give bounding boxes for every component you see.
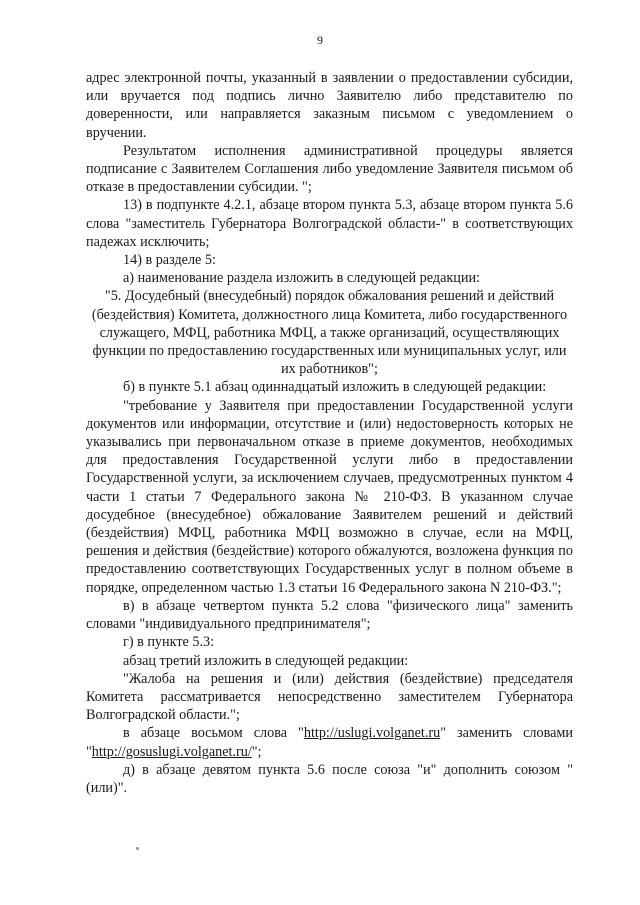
url-replacement-text-after: "; (251, 743, 262, 760)
paragraph-complaint-quote: "Жалоба на решения и (или) действия (бездействие) председателя Комитета рассматривается непосредственно заместителем Губернатора Волгоградской области."; (86, 670, 573, 724)
uslugi-volganet-link[interactable]: http://uslugi.volganet.ru (303, 725, 441, 742)
paragraph-item-14: 14) в разделе 5: (123, 252, 216, 269)
section-5-title-quote: "5. Досудебный (внесудебный) порядок обжалования решений и действий (бездействия) Комитета, должностного лица Комитета, либо государственного служащего, МФЦ, работника МФЦ, а также организаций, осуществляющих функции по предоставлению государственных или муниципальных услуг, или их работников"; (91, 288, 568, 378)
paragraph-requirement-quote: "требование у Заявителя при предоставлении Государственной услуги документов или информации, отсутствие и (или) недостоверность которых не указывались при первоначальном отказе в приеме документов, необходимых для предоставления Государственной услуги либо в предоставлении Государственной услуги, за исключением случаев, предусмотренных пунктом 4 части 1 статьи 7 Федерального закона № 210-ФЗ. В указанном случае досудебное (внесудебное) обжалование Заявителем решений и действий (бездействия) МФЦ, работника МФЦ возможно в случае, если на МФЦ, решения и действия (бездействие) которого обжалуются, возложена функция по предоставлению соответствующих Государственных услуг в полном объеме в порядке, определенном частью 1.3 статьи 16 Федерального закона N 210-ФЗ."; (86, 397, 573, 596)
paragraph-item-b: б) в пункте 5.1 абзац одиннадцатый изложить в следующей редакции: (123, 379, 547, 396)
paragraph-procedure-result: Результатом исполнения административной процедуры является подписание с Заявителем Соглашения либо уведомление Заявителя письмом об отказе в предоставлении субсидии. "; (86, 142, 573, 196)
page-number: 9 (317, 33, 323, 47)
document-body (86, 69, 573, 797)
paragraph-url-replacement (86, 724, 573, 760)
paragraph-third-abzac: абзац третий изложить в следующей редакции: (123, 652, 409, 669)
paragraph-email-delivery: адрес электронной почты, указанный в заявлении о предоставлении субсидии, или вручается под подпись лично Заявителю либо представителю по доверенности, или направляется заказным письмом с уведомлением о вручении. (86, 70, 573, 141)
url-replacement-text-before: в абзаце восьмом слова " (123, 725, 304, 742)
paragraph-item-13: 13) в подпункте 4.2.1, абзаце втором пункта 5.3, абзаце втором пункта 5.6 слова "заместитель Губернатора Волгоградской области-" в соответствующих падежах исключить; (86, 197, 573, 250)
url-replacement-text-middle: " заменить словами " (86, 725, 573, 760)
paragraph-item-g: г) в пункте 5.3: (123, 634, 215, 651)
paragraph-item-v: в) в абзаце четвертом пункта 5.2 слова "физического лица" заменить словами "индивидуального предпринимателя"; (86, 597, 573, 633)
paragraph-item-a: а) наименование раздела изложить в следующей редакции: (123, 270, 480, 287)
paragraph-item-d: д) в абзаце девятом пункта 5.6 после союза "и" дополнить союзом "(или)". (86, 761, 573, 796)
scan-mark (136, 847, 139, 850)
gosuslugi-volganet-link[interactable]: http://gosuslugi.volganet.ru/ (91, 743, 252, 760)
